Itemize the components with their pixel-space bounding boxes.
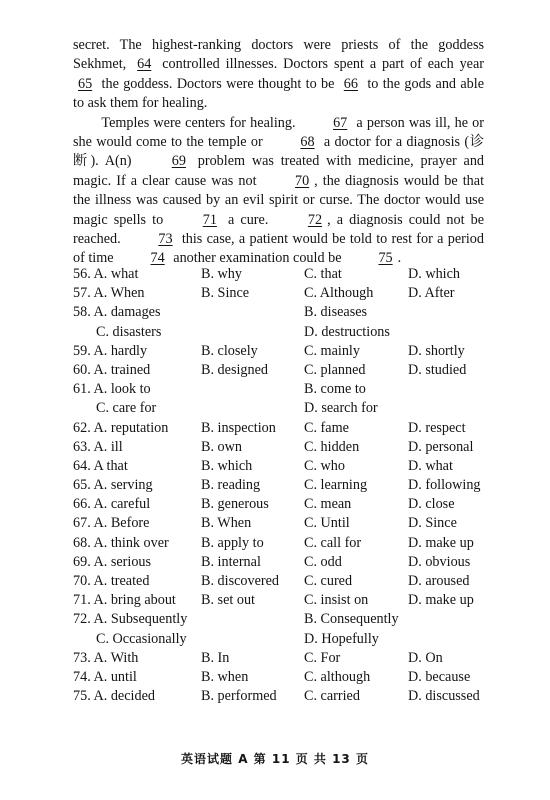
question-number: 64. A that (73, 457, 128, 474)
option-b: B. designed (201, 361, 268, 378)
option-c: C. insist on (304, 592, 369, 609)
option-b: B. inspection (201, 419, 276, 436)
option-c: C. care for (96, 400, 157, 417)
question-row (73, 687, 503, 706)
option-b: B. set out (201, 592, 255, 609)
passage-text: problem was treated with medicine, prayer and magic. If a clear cause was not (73, 153, 485, 189)
question-row (73, 514, 503, 533)
option-a: A. ill (93, 438, 123, 455)
option-c: C. hidden (304, 438, 360, 455)
passage-text: a cure. (228, 211, 269, 228)
question-number: 60. A. trained (73, 361, 151, 378)
option-b: B. performed (201, 688, 277, 705)
blank-73: 73 (158, 231, 173, 248)
option-a: A. reputation (93, 419, 169, 436)
blank-65: 65 (78, 75, 93, 92)
question-row (73, 591, 503, 610)
option-b: B. Since (201, 285, 250, 302)
question-number: 58. A. damages (73, 304, 161, 321)
blank-71: 71 (202, 211, 217, 228)
passage-text: , the diagnosis would be that the illness was caused by an evil spirit or curse. The doctor would use magic spells to (73, 172, 485, 228)
option-a: A. Before (93, 515, 150, 532)
question-number: 57. A. When (73, 285, 145, 302)
option-c: C. who (304, 457, 345, 474)
question-row (73, 438, 503, 457)
passage-paragraph-1 (73, 36, 484, 114)
blank-68: 68 (300, 134, 315, 151)
question-number: 75. A. decided (73, 688, 155, 705)
option-b: B. closely (201, 342, 258, 359)
option-a: A. bring about (93, 592, 176, 609)
option-c: C. carried (304, 688, 360, 705)
question-number: 62. A. reputation (73, 419, 169, 436)
option-a: A. With (93, 649, 139, 666)
option-a: A. treated (93, 573, 150, 589)
question-row (73, 476, 503, 495)
question-row (73, 610, 503, 629)
question-row (73, 303, 503, 322)
option-a: A. think over (93, 534, 169, 551)
question-number: 72. A. Subsequently (73, 611, 188, 628)
option-c: C. although (304, 668, 371, 685)
option-a: A that (93, 457, 128, 474)
option-b: B. why (201, 266, 242, 282)
option-d: D. close (408, 496, 455, 513)
option-b: B. In (201, 649, 230, 666)
option-d: D. aroused (408, 573, 470, 589)
option-d: D. following (408, 477, 481, 494)
question-row (73, 361, 503, 380)
option-b: B. reading (201, 477, 261, 494)
passage-paragraph-2 (73, 114, 484, 269)
blank-70: 70 (294, 172, 310, 189)
question-number: 70. A. treated (73, 573, 150, 589)
option-b: B. diseases (304, 304, 368, 321)
option-d: D. make up (408, 592, 474, 609)
option-d: D. search for (304, 400, 378, 417)
question-row (73, 668, 503, 687)
option-c: C. Occasionally (96, 630, 187, 647)
option-b: B. internal (201, 553, 261, 570)
option-a: A. decided (93, 688, 155, 705)
option-b: B. which (201, 457, 253, 474)
blank-64: 64 (137, 56, 152, 73)
option-c: C. For (304, 649, 341, 666)
option-c: C. mean (304, 496, 352, 513)
question-row (73, 419, 503, 438)
question-row (73, 284, 503, 303)
question-number: 65. A. serving (73, 477, 153, 494)
question-row (73, 265, 503, 284)
option-d: D. which (408, 266, 461, 282)
question-row-continued (73, 399, 503, 418)
blank-69: 69 (171, 153, 186, 170)
option-b: B. come to (304, 381, 366, 398)
blank-75: 75 (378, 250, 393, 267)
passage-text: controlled illnesses. Doctors spent a part of each year (162, 56, 485, 73)
question-number: 66. A. careful (73, 496, 151, 513)
option-a: A. serving (93, 477, 153, 494)
option-b: B. when (201, 668, 249, 685)
question-row (73, 649, 503, 668)
question-number: 69. A. serious (73, 553, 152, 570)
option-c: C. cured (304, 573, 353, 589)
option-d: D. destructions (304, 323, 390, 340)
option-d: D. what (408, 457, 453, 474)
passage-text: a person was ill, he or she would come to the temple or (73, 114, 485, 151)
question-number: 56. A. what (73, 266, 139, 282)
question-row (73, 380, 503, 399)
option-a: A. hardly (93, 342, 148, 359)
blank-72: 72 (307, 211, 323, 228)
option-c: C. planned (304, 361, 366, 378)
passage-text: this case, a patient would be told to rest for a period of time (73, 231, 484, 267)
option-b: B. Consequently (304, 611, 399, 628)
passage-text: the goddess. Doctors were thought to be (101, 75, 335, 92)
option-a: A. look to (93, 381, 151, 398)
option-d: D. make up (408, 534, 474, 551)
option-d: D. discussed (408, 688, 480, 705)
question-row (73, 495, 503, 514)
option-b: B. When (201, 515, 252, 532)
option-c: C. odd (304, 553, 342, 570)
question-number: 67. A. Before (73, 515, 150, 532)
answer-options (73, 265, 503, 706)
option-a: A. careful (93, 496, 151, 513)
option-a: A. damages (93, 304, 161, 321)
passage-text: to the gods and able to ask them for healing. (73, 75, 484, 112)
passage-text: another examination could be (173, 250, 342, 267)
option-b: B. own (201, 438, 242, 455)
passage-text: Temples were centers for healing. (101, 114, 296, 131)
option-d: D. personal (408, 438, 474, 455)
passage-text: secret. The highest-ranking doctors were priests of the goddess Sekhmet, (73, 37, 484, 73)
option-a: A. serious (93, 553, 152, 570)
option-c: C. disasters (96, 323, 162, 340)
option-d: D. obvious (408, 553, 471, 570)
option-d: D. shortly (408, 342, 465, 359)
question-number: 68. A. think over (73, 534, 169, 551)
blank-67: 67 (333, 114, 348, 131)
option-c: C. mainly (304, 342, 360, 359)
option-c: C. Until (304, 515, 350, 532)
option-a: A. When (93, 285, 145, 302)
option-b: B. discovered (201, 573, 280, 589)
option-a: A. until (93, 668, 137, 685)
question-number: 73. A. With (73, 649, 139, 666)
option-c: C. fame (304, 419, 349, 436)
option-c: C. that (304, 266, 342, 282)
cloze-passage (73, 36, 484, 269)
question-row (73, 457, 503, 476)
option-c: C. Although (304, 285, 374, 302)
option-a: A. what (93, 266, 139, 282)
question-number: 74. A. until (73, 668, 137, 685)
option-a: A. Subsequently (93, 611, 188, 628)
question-row-continued (73, 630, 503, 649)
question-number: 59. A. hardly (73, 342, 148, 359)
blank-66: 66 (343, 75, 358, 92)
option-d: D. respect (408, 419, 466, 436)
option-d: D. Hopefully (304, 630, 379, 647)
question-row-continued (73, 323, 503, 342)
option-d: D. After (408, 285, 455, 302)
option-b: B. apply to (201, 534, 264, 551)
passage-text: a doctor for a diagnosis (诊断). A(n) (73, 134, 484, 170)
option-a: A. trained (93, 361, 151, 378)
question-row (73, 553, 503, 572)
question-row (73, 342, 503, 361)
passage-text: , a diagnosis could not be reached. (73, 211, 485, 248)
option-c: C. call for (304, 534, 362, 551)
option-c: C. learning (304, 477, 368, 494)
option-d: D. Since (408, 515, 457, 532)
question-number: 61. A. look to (73, 381, 151, 398)
blank-74: 74 (150, 250, 165, 267)
passage-text: . (397, 250, 402, 267)
page-footer: 英语试题 A 第 11 页 共 13 页 (181, 752, 369, 766)
option-d: D. studied (408, 361, 467, 378)
option-d: D. On (408, 649, 443, 666)
option-d: D. because (408, 668, 471, 685)
question-row (73, 572, 503, 591)
question-number: 71. A. bring about (73, 592, 176, 609)
question-number: 63. A. ill (73, 438, 123, 455)
question-row (73, 534, 503, 553)
option-b: B. generous (201, 496, 269, 513)
